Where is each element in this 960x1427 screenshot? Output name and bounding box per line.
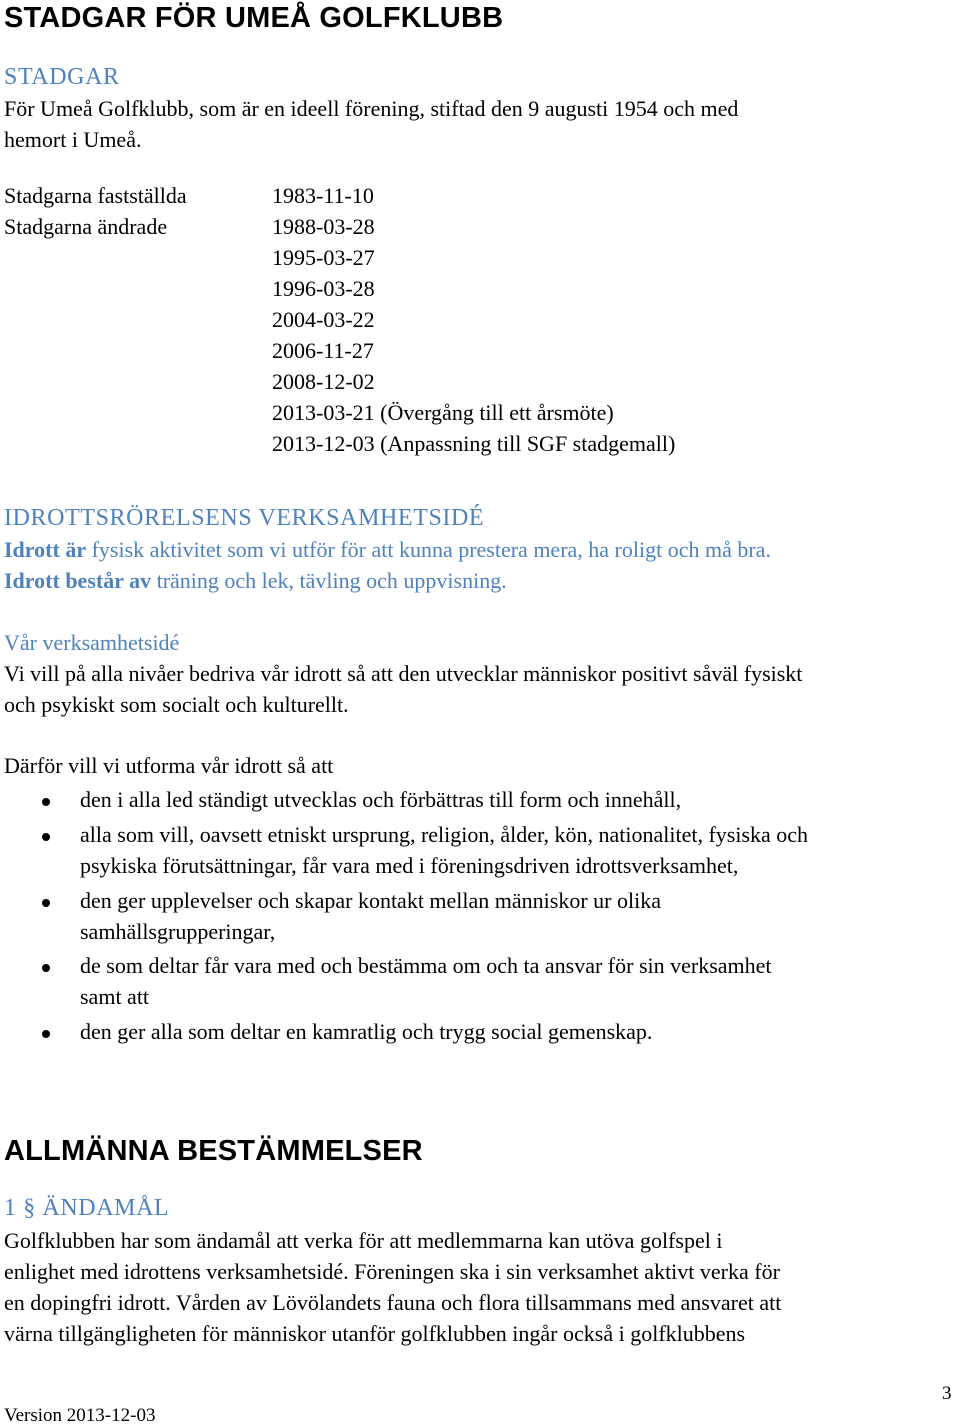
idrott-line-2-bold: Idrott består av [4,568,152,593]
established-date: 1983-11-10 [272,183,374,208]
idrott-line-2 [4,568,507,594]
allmanna-heading: ALLMÄNNA BESTÄMMELSER [4,1135,423,1167]
idrott-line-1 [4,537,771,563]
established-label: Stadgarna fastställda [4,183,187,208]
amended-date: 2004-03-22 [272,307,375,332]
bullet-icon [42,833,50,841]
section-1-line: enlighet med idrottens verksamhetsidé. Föreningen ska i sin verksamhet aktivt verka för [4,1259,780,1284]
amended-date: 2006-11-27 [272,338,374,363]
idrott-heading: IDROTTSRÖRELSENS VERKSAMHETSIDÉ [4,505,485,531]
list-item-continuation: samt att [80,984,150,1009]
var-verksamhetside-line-2: och psykiskt som socialt och kulturellt. [4,692,349,717]
amended-date: 2008-12-02 [272,369,375,394]
amended-date: 1996-03-28 [272,276,375,301]
amended-date: 2013-03-21 (Övergång till ett årsmöte) [272,400,614,425]
darfor-line: Därför vill vi utforma vår idrott så att [4,753,334,778]
stadgar-intro-line-2: hemort i Umeå. [4,127,142,152]
idrott-line-1-rest: fysisk aktivitet som vi utför för att kunna prestera mera, ha roligt och må bra. [86,537,771,562]
list-item-continuation: samhällsgrupperingar, [80,919,276,944]
amended-date: 1988-03-28 [272,214,375,239]
version-footer: Version 2013-12-03 [4,1405,156,1426]
list-item: alla som vill, oavsett etniskt ursprung, religion, ålder, kön, nationalitet, fysiska och [80,822,809,847]
amended-label: Stadgarna ändrade [4,214,168,239]
section-1-heading: 1 § ÄNDAMÅL [4,1195,170,1221]
list-item-continuation: psykiska förutsättningar, får vara med i föreningsdriven idrottsverksamhet, [80,853,739,878]
section-1-line: värna tillgängligheten för människor utanför golfklubben ingår också i golfklubbens [4,1321,746,1346]
list-item: den ger upplevelser och skapar kontakt mellan människor ur olika [80,888,661,913]
bullet-icon [42,1030,50,1038]
section-1-line: en dopingfri idrott. Vården av Lövölandets fauna och flora tillsammans med ansvaret att [4,1290,782,1315]
idrott-line-2-rest: träning och lek, tävling och uppvisning. [151,568,507,593]
list-item: den i alla led ständigt utvecklas och förbättras till form och innehåll, [80,787,682,812]
list-item: den ger alla som deltar en kamratlig och trygg social gemenskap. [80,1019,653,1044]
established-row [4,183,374,209]
section-1-line: Golfklubben har som ändamål att verka för att medlemmarna kan utöva golfspel i [4,1228,723,1253]
var-verksamhetside-line-1: Vi vill på alla nivåer bedriva vår idrott så att den utvecklar människor positivt såväl fysiskt [4,661,803,686]
amended-row [4,214,375,240]
stadgar-heading: STADGAR [4,64,120,90]
amended-date: 1995-03-27 [272,245,375,270]
list-item: de som deltar får vara med och bestämma om och ta ansvar för sin verksamhet [80,953,772,978]
bullet-icon [42,798,50,806]
bullet-icon [42,899,50,907]
page-number: 3 [942,1383,952,1404]
page-title: STADGAR FÖR UMEÅ GOLFKLUBB [4,2,504,34]
var-verksamhetside-heading: Vår verksamhetsidé [4,630,180,655]
stadgar-intro-line-1: För Umeå Golfklubb, som är en ideell förening, stiftad den 9 augusti 1954 och med [4,96,739,121]
bullet-icon [42,964,50,972]
amended-date: 2013-12-03 (Anpassning till SGF stadgemall) [272,431,676,456]
idrott-line-1-bold: Idrott är [4,537,87,562]
